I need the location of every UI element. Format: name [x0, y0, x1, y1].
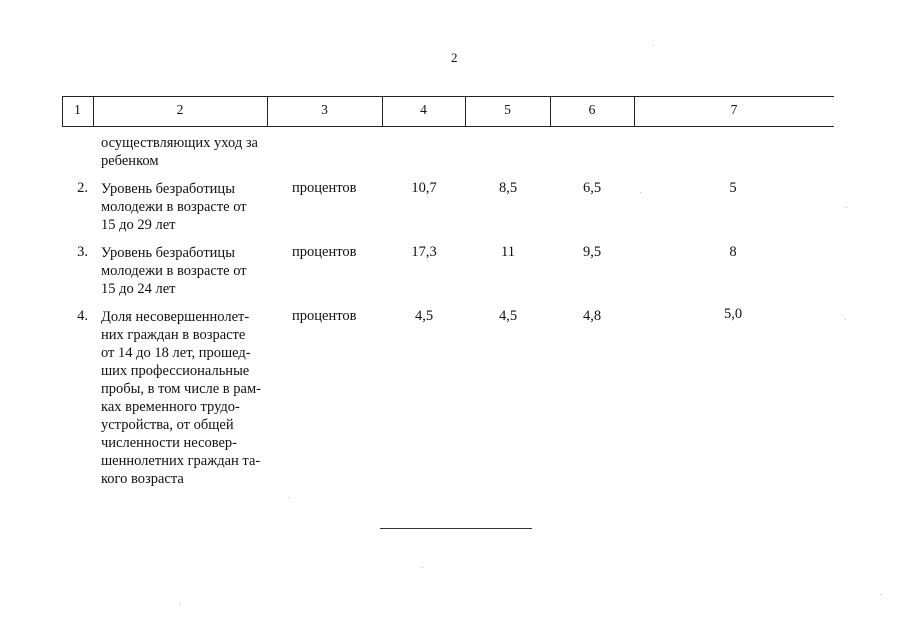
indicator-line: от 14 до 18 лет, прошед-: [101, 345, 251, 361]
header-col-5: 5: [504, 102, 511, 117]
indicator-line: молодежи в возрасте от: [101, 263, 247, 279]
row-indicator: [101, 308, 266, 488]
scan-speck: [846, 207, 847, 208]
table-top-rule: [62, 96, 834, 97]
indicator-line: 15 до 24 лет: [101, 281, 176, 297]
continuation-line: ребенком: [101, 153, 159, 169]
page-number: 2: [451, 50, 458, 65]
value-col-4: 10,7: [411, 180, 437, 196]
indicator-line: молодежи в возрасте от: [101, 199, 247, 215]
value-col-5: 11: [501, 244, 515, 260]
scan-speck: [653, 45, 654, 46]
indicator-line: ках временного трудо-: [101, 399, 240, 415]
table-header-bottom-rule: [62, 126, 834, 127]
continuation-line: осуществляющих уход за: [101, 135, 258, 151]
indicator-line: численности несовер-: [101, 435, 237, 451]
value-col-7: 5,0: [723, 306, 743, 322]
header-col-1: 1: [74, 102, 81, 117]
row-indicator: [101, 180, 247, 234]
scan-speck: [288, 497, 289, 498]
row-unit: процентов: [292, 180, 357, 196]
header-col-6: 6: [588, 102, 596, 117]
header-col-2: 2: [176, 102, 184, 117]
continuation-text: [101, 134, 258, 170]
header-col-7: 7: [730, 102, 738, 117]
row-number: 3.: [77, 244, 88, 260]
value-col-6: 6,5: [582, 180, 602, 196]
row-unit: процентов: [292, 308, 357, 324]
end-divider-line: [380, 528, 532, 529]
scan-speck: [880, 594, 881, 595]
indicator-line: Доля несовершеннолет-: [101, 309, 250, 325]
header-col-4: 4: [420, 102, 427, 117]
scan-speck: [422, 567, 423, 568]
indicator-line: кого возраста: [101, 471, 184, 487]
value-col-4: 17,3: [411, 244, 437, 260]
indicator-line: пробы, в том числе в рам-: [101, 381, 261, 397]
scan-speck: [640, 192, 641, 193]
row-unit: процентов: [292, 244, 357, 260]
row-indicator: [101, 244, 247, 298]
indicator-line: Уровень безработицы: [101, 181, 235, 197]
indicator-line: шеннолетних граждан та-: [101, 453, 261, 469]
value-col-7: 8: [729, 244, 737, 260]
scan-speck: [180, 603, 181, 604]
value-col-7: 5: [729, 180, 737, 196]
row-number: 2.: [77, 180, 88, 196]
indicator-line: устройства, от общей: [101, 417, 234, 433]
value-col-4: 4,5: [414, 308, 434, 324]
indicator-line: ших профессиональные: [101, 363, 250, 379]
row-number: 4.: [77, 308, 88, 324]
indicator-line: Уровень безработицы: [101, 245, 235, 261]
indicator-line: них граждан в возрасте: [101, 327, 246, 343]
value-col-5: 8,5: [498, 180, 518, 196]
indicator-line: 15 до 29 лет: [101, 217, 176, 233]
value-col-6: 4,8: [582, 308, 602, 324]
header-col-3: 3: [321, 102, 328, 117]
value-col-5: 4,5: [498, 308, 518, 324]
value-col-6: 9,5: [582, 244, 602, 260]
scan-speck: [845, 319, 846, 320]
